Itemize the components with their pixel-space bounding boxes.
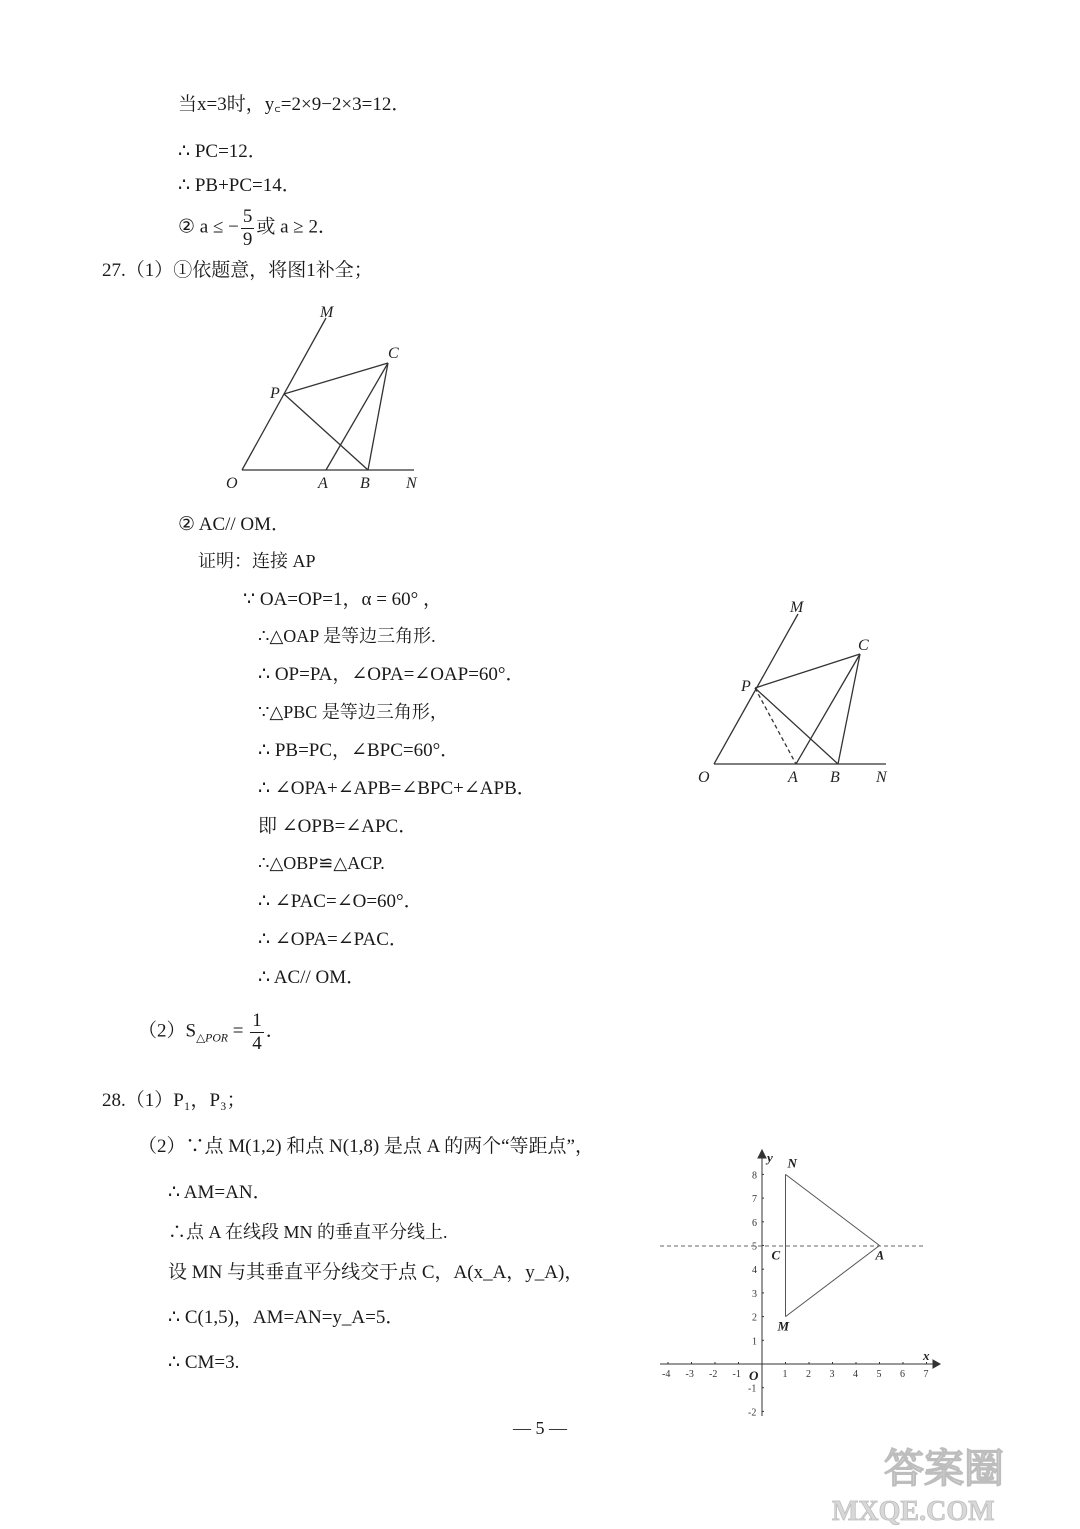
label-O: O [226,475,238,492]
proof-step-8: ∴△OBP≌△ACP. [258,853,385,873]
a-range-suffix: 或 a ≥ 2． [256,216,337,238]
y-tick-label: 8 [752,1170,757,1182]
y-tick-label: 2 [752,1312,757,1324]
axis-label-x: x [923,1348,930,1363]
fraction-denominator: 4 [252,1032,262,1054]
question-27-part-2 [138,1010,285,1055]
label-C: C [388,345,399,362]
line-pb-pc-14: ∴ PB+PC=14． [178,175,301,196]
y-tick-label: 7 [752,1194,757,1206]
fraction-5-9 [241,206,255,251]
watermark-top: 答案圈 [884,1446,1004,1491]
y-tick-label: -1 [748,1383,757,1395]
label-B: B [360,475,370,492]
proof-step-10: ∴ ∠OPA=∠PAC． [258,929,408,950]
line-proof-intro: 证明：连接 AP [198,551,316,571]
y-tick-label: 3 [752,1288,757,1300]
segment-MA [786,1246,880,1317]
line-c-coords: ∴ C(1,5)，AM=AN=y_A=5． [168,1307,405,1328]
point-label-A: A [875,1247,885,1263]
label-N: N [876,769,887,786]
fraction-numerator: 5 [242,206,253,227]
x-tick-label: -4 [662,1369,671,1380]
proof-step-4: ∵△PBC 是等边三角形， [258,702,448,722]
area-prefix: （2）S [138,1020,197,1042]
line-when-x-3: 当x=3时，y꜀=2×9−2×3=12． [178,94,411,115]
watermark-logo [832,1438,1040,1529]
x-tick-label: 3 [829,1369,835,1380]
area-equals: = [228,1020,249,1042]
line-am-an: ∴ AM=AN． [168,1182,272,1203]
line-perp-bisector: ∴点 A 在线段 MN 的垂直平分线上. [168,1222,448,1242]
label-O: O [698,769,710,786]
proof-step-7: 即 ∠OPB=∠APC． [258,816,418,837]
x-tick-label: 7 [923,1369,929,1380]
label-M: M [790,599,804,616]
y-tick-label: 4 [752,1265,757,1277]
figure-2-geometry [690,592,900,792]
x-tick-label: 4 [853,1369,858,1380]
figure-1-geometry [218,300,428,495]
segment-PB [755,688,838,764]
segment-CA [796,654,860,764]
line-ac-parallel-om: ② AC// OM． [178,514,291,535]
y-tick-label: 6 [752,1217,757,1229]
line-pc-12: ∴ PC=12． [178,141,267,162]
label-A: A [318,475,328,492]
figure-3-coordinate-plane [655,1148,945,1428]
x-tick-label: -2 [709,1369,718,1380]
question-27-heading: 27.（1）①依题意，将图1补全； [102,260,373,281]
x-tick-label: 5 [876,1369,882,1380]
label-P: P [270,385,280,402]
watermark-bottom: MXQE.COM [832,1496,995,1527]
segment-PB [284,394,368,470]
y-tick-label: -2 [748,1407,757,1419]
x-tick-label: 2 [806,1369,811,1380]
line-cm-3: ∴ CM=3. [168,1352,240,1373]
line-set-c: 设 MN 与其垂直平分线交于点 C，A(x_A，y_A)， [168,1262,584,1283]
origin-label: O [749,1368,759,1383]
line-a-range [178,206,337,251]
y-axis-arrow [758,1150,766,1158]
area-subscript: △POR [196,1031,228,1045]
segment-NA [786,1174,880,1245]
a-range-prefix: ② a ≤ − [178,216,239,238]
x-tick-label: -1 [732,1369,741,1380]
point-label-C: C [771,1247,781,1263]
point-label-N: N [787,1155,797,1171]
proof-step-11: ∴ AC// OM． [258,967,366,988]
proof-step-6: ∴ ∠OPA+∠APB=∠BPC+∠APB． [258,778,536,799]
proof-step-9: ∴ ∠PAC=∠O=60°． [258,891,423,912]
label-M: M [320,304,334,321]
proof-step-1: ∵ OA=OP=1，α = 60° ， [243,589,443,610]
y-tick-label: 5 [752,1241,757,1253]
segment-CB [838,654,860,764]
label-C: C [858,637,869,654]
question-28-part-2: （2）∵点 M(1,2) 和点 N(1,8) 是点 A 的两个“等距点”， [138,1136,594,1157]
axis-label-y: y [767,1150,773,1165]
dashed-segment-AP [755,688,796,764]
fraction-1-4 [250,1010,264,1055]
proof-step-3: ∴ OP=PA，∠OPA=∠OAP=60°． [258,664,525,685]
question-28-heading: 28.（1）P₁，P₃； [102,1090,246,1111]
proof-step-5: ∴ PB=PC，∠BPC=60°． [258,740,460,761]
proof-step-2: ∴△OAP 是等边三角形. [258,626,436,646]
label-P: P [741,678,751,695]
segment-PC [755,654,860,688]
x-tick-label: 1 [782,1369,788,1380]
page-number: — 5 — [513,1418,567,1438]
label-B: B [830,769,840,786]
fraction-denominator: 9 [242,228,253,250]
label-A: A [788,769,798,786]
x-tick-label: -3 [685,1369,694,1380]
fraction-numerator: 1 [252,1010,262,1031]
point-label-M: M [777,1318,790,1334]
label-N: N [406,475,417,492]
x-tick-label: 6 [900,1369,905,1380]
area-period: ． [265,1020,285,1042]
x-axis-arrow [933,1360,940,1368]
y-tick-label: 1 [752,1336,757,1348]
